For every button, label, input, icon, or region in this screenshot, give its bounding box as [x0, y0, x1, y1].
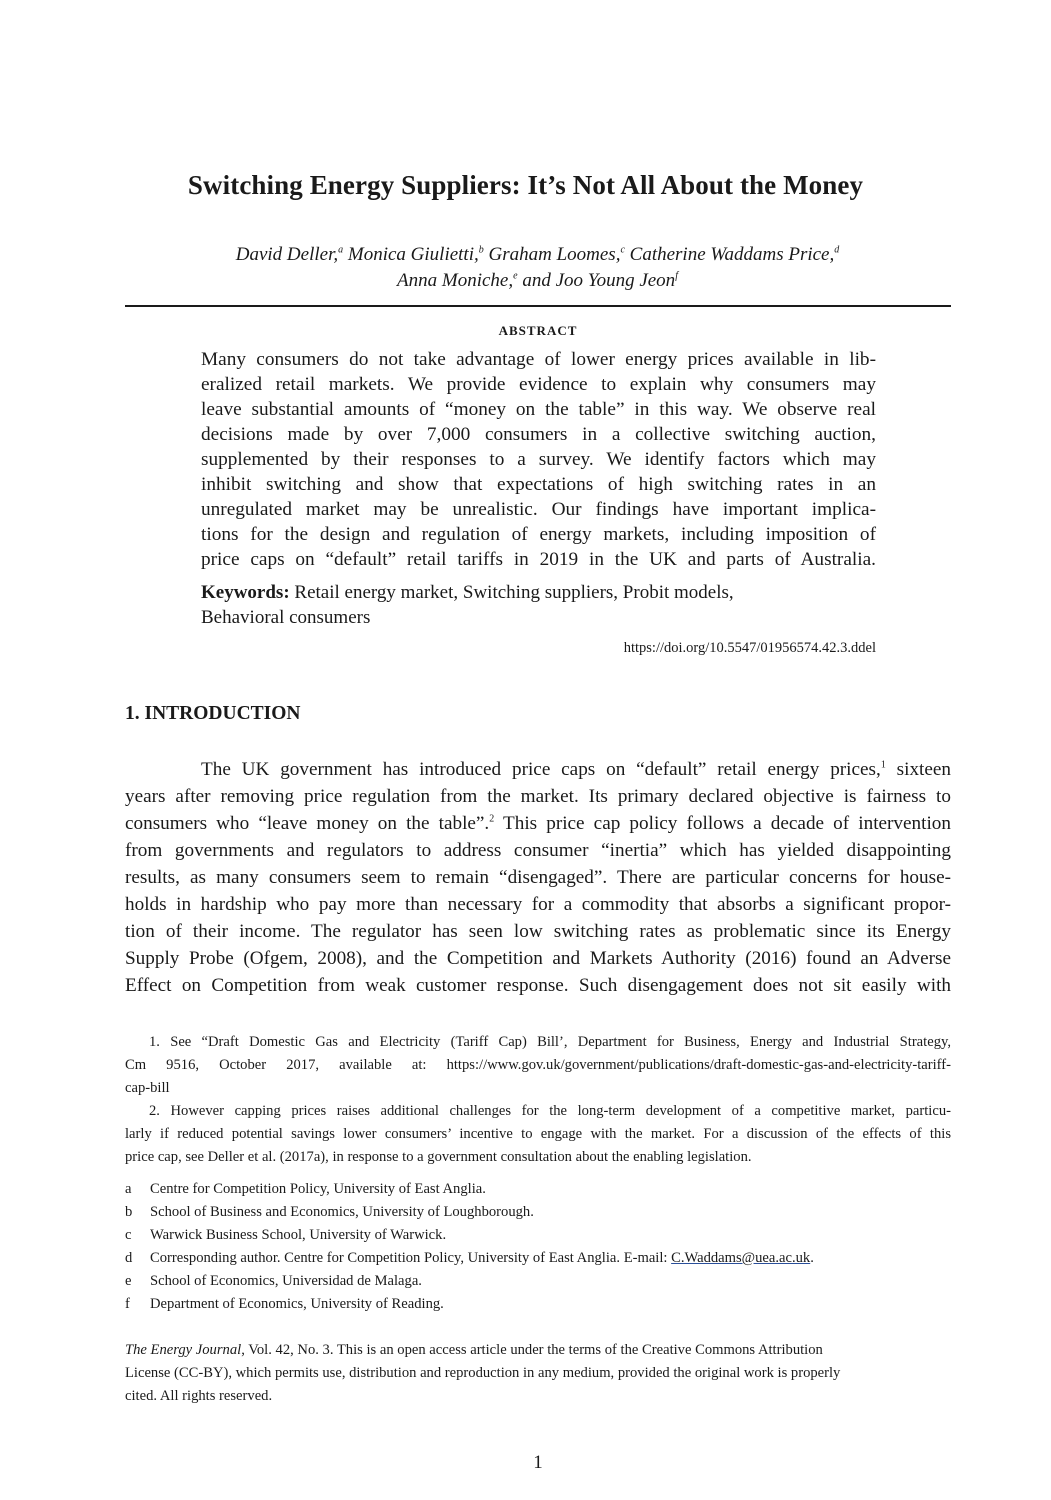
journal-name: The Energy Journal [125, 1342, 242, 1358]
paper-title: Switching Energy Suppliers: It’s Not All About the Money [187, 170, 864, 200]
author-name: Graham Loomes, [483, 244, 621, 265]
author-name: David Deller, [235, 244, 339, 265]
abstract-line: Many consumers do not take advantage of lower energy prices available in lib- [201, 349, 876, 370]
intro-line [125, 810, 951, 837]
affiliation-mark: d [834, 244, 840, 256]
intro-text: The UK government has introduced price caps on “default” retail energy prices, [201, 759, 881, 780]
affiliation-mark: e [513, 270, 518, 282]
affiliation-item [125, 1201, 814, 1224]
keywords-line-2: Behavioral consumers [201, 607, 371, 628]
abstract-line: supplemented by their responses to a survey. We identify factors which may [201, 449, 876, 470]
affiliations [125, 1178, 814, 1316]
intro-line: from governments and regulators to address consumer “inertia” which has yielded disappointing [125, 840, 951, 861]
affiliation-item [125, 1247, 814, 1270]
journal-line: cited. All rights reserved. [125, 1388, 273, 1404]
keywords-label: Keywords: [201, 582, 290, 603]
author-line-1 [0, 242, 1051, 268]
intro-line: holds in hardship who pay more than necessary for a commodity that absorbs a significant propor- [125, 894, 951, 915]
header-divider [125, 305, 951, 307]
affiliation-letter: c [125, 1227, 132, 1243]
intro-line: Effect on Competition from weak customer response. Such disengagement does not sit easily with [125, 975, 951, 996]
introduction-text [125, 756, 951, 999]
footnote-2-line: price cap, see Deller et al. (2017a), in response to a government consultation about the enabling legislation. [125, 1149, 752, 1165]
footnote-ref[interactable]: 2 [489, 813, 495, 825]
author-name: Catherine Waddams Price, [624, 244, 835, 265]
affiliation-text: Warwick Business School, University of Warwick. [150, 1227, 447, 1243]
affiliation-letter: a [125, 1181, 132, 1197]
intro-line: tion of their income. The regulator has seen low switching rates as problematic since its Energy [125, 921, 951, 942]
footnote-ref[interactable]: 1 [880, 759, 886, 771]
doi-link[interactable]: https://doi.org/10.5547/01956574.42.3.ddel [623, 640, 876, 656]
affiliation-item [125, 1293, 814, 1316]
keywords-text: Retail energy market, Switching suppliers, Probit models, [289, 582, 734, 603]
author-name: and Joo Young Jeon [517, 270, 676, 291]
abstract-heading: ABSTRACT [498, 323, 578, 338]
author-line-2 [0, 268, 1051, 294]
intro-text: This price cap policy follows a decade of intervention [494, 813, 951, 834]
abstract-line: inhibit switching and show that expectations of high switching rates in an [201, 474, 876, 495]
intro-line: results, as many consumers seem to remain “disengaged”. There are particular concerns for house- [125, 867, 951, 888]
abstract-line: eralized retail markets. We provide evidence to explain why consumers may [201, 374, 876, 395]
keywords-line-1 [201, 580, 876, 605]
affiliation-mark: c [620, 244, 625, 256]
footnote-1-line: 1. See “Draft Domestic Gas and Electricity (Tariff Cap) Bill’, Department for Business, Energy and Industrial Strategy, [149, 1034, 951, 1050]
affiliation-mark: f [675, 270, 678, 282]
affiliation-item [125, 1224, 814, 1247]
affiliation-mark: a [338, 244, 344, 256]
affiliation-text: Department of Economics, University of Reading. [150, 1296, 444, 1312]
author-name: Anna Moniche, [397, 270, 514, 291]
intro-line: years after removing price regulation from the market. Its primary declared objective is fairness to [125, 786, 951, 807]
abstract-line: tions for the design and regulation of energy markets, including imposition of [201, 524, 876, 545]
footnote-1-line: Cm 9516, October 2017, available at: https://www.gov.uk/government/publications/draft-domestic-gas-and-electricity-tariff- [125, 1057, 951, 1073]
section-heading: 1. INTRODUCTION [125, 703, 301, 724]
email-link[interactable]: C.Waddams@uea.ac.uk [671, 1250, 811, 1266]
author-name: Monica Giulietti, [343, 244, 479, 265]
abstract-line: leave substantial amounts of “money on the table” in this way. We observe real [201, 399, 876, 420]
affiliation-letter: f [125, 1296, 130, 1312]
footnote-2-line: 2. However capping prices raises additional challenges for the long-term development of a competitive market, particu- [149, 1103, 951, 1119]
affiliation-text: . [810, 1250, 814, 1266]
journal-line: License (CC-BY), which permits use, distribution and reproduction in any medium, provided the original work is properly [125, 1365, 841, 1381]
footnote-1-line: cap-bill [125, 1080, 170, 1096]
abstract-line: unregulated market may be unrealistic. Our findings have important implica- [201, 499, 876, 520]
abstract-text [201, 347, 876, 572]
abstract-line: decisions made by over 7,000 consumers in a collective switching auction, [201, 424, 876, 445]
author-list [0, 242, 1051, 294]
affiliation-text: Centre for Competition Policy, University of East Anglia. [150, 1181, 486, 1197]
footnotes [125, 1031, 951, 1169]
journal-text: , Vol. 42, No. 3. This is an open access article under the terms of the Creative Commons Attribution [241, 1342, 823, 1358]
affiliation-item [125, 1178, 814, 1201]
keywords [201, 580, 876, 630]
affiliation-mark: b [478, 244, 484, 256]
affiliation-text: School of Business and Economics, University of Loughborough. [150, 1204, 534, 1220]
intro-line [125, 756, 951, 783]
affiliation-letter: e [125, 1273, 132, 1289]
journal-info [125, 1339, 945, 1408]
affiliation-text: Corresponding author. Centre for Competition Policy, University of East Anglia. E-mail: [150, 1250, 672, 1266]
affiliation-letter: b [125, 1204, 133, 1220]
affiliation-text: School of Economics, Universidad de Malaga. [150, 1273, 422, 1289]
intro-text: sixteen [885, 759, 951, 780]
abstract-line: price caps on “default” retail tariffs in 2019 in the UK and parts of Australia. [201, 549, 876, 570]
footnote-2-line: larly if reduced potential savings lower consumers’ incentive to engage with the market. For a discussion of the effects of this [125, 1126, 951, 1142]
affiliation-item [125, 1270, 814, 1293]
intro-line: Supply Probe (Ofgem, 2008), and the Competition and Markets Authority (2016) found an Adverse [125, 948, 951, 969]
intro-text: consumers who “leave money on the table”. [125, 813, 490, 834]
journal-line [125, 1339, 945, 1362]
affiliation-letter: d [125, 1250, 133, 1266]
page-number: 1 [533, 1452, 543, 1473]
